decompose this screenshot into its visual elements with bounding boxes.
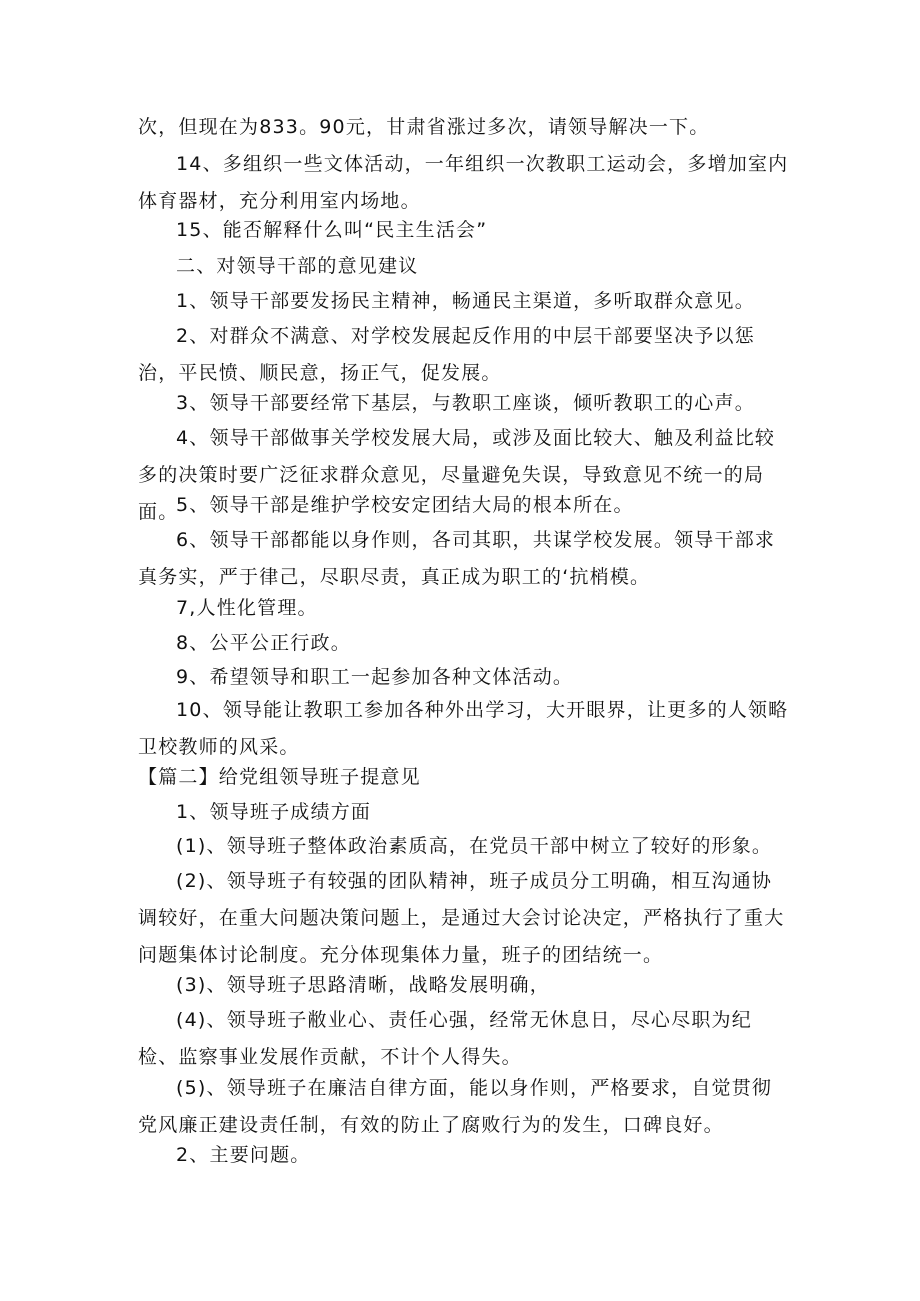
paragraph-item-9: 9、希望领导和职工一起参加各种文体活动。 — [176, 666, 574, 688]
subsection-heading-1: 1、领导班子成绩方面 — [176, 801, 372, 823]
paragraph-item-6: 6、领导干部都能以身作则，各司其职，共谋学校发展。领导干部求真务实，严于律己，尽职尽责，真正成为职工的‘抗梢模。 — [138, 529, 776, 588]
paragraph-sub-3: (3)、领导班子思路清晰，战略发展明确， — [176, 974, 550, 996]
paragraph-sub-5: (5)、领导班子在廉洁自律方面，能以身作则，严格要求，自觉贯彻党风廉正建设责任制，有效的防止了腐败行为的发生，口碑良好。 — [138, 1077, 773, 1136]
subsection-heading-2: 2、主要问题。 — [176, 1144, 311, 1166]
paragraph-continuation: 次，但现在为833。90元，甘肃省涨过多次，请领导解决一下。 — [138, 116, 710, 138]
paragraph-sub-2: (2)、领导班子有较强的团队精神，班子成员分工明确，相互沟通协调较好，在重大问题决策问题上，是通过大会讨论决定，严格执行了重大问题集体讨论制度。充分体现集体力量，班子的团结统一。 — [138, 870, 785, 966]
paragraph-item-8: 8、公平公正行政。 — [176, 632, 351, 654]
chapter-heading: 【篇二】给党组领导班子提意见 — [138, 766, 421, 788]
paragraph-item-15: 15、能否解释什么叫“民主生活会” — [176, 219, 488, 241]
paragraph-item-4: 4、领导干部做事关学校发展大局，或涉及面比较大、触及利益比较多的决策时要广泛征求群众意见，尽量避免失误，导致意见不统一的局面。 — [138, 427, 776, 523]
paragraph-item-1: 1、领导干部要发扬民主精神，畅通民主渠道，多听取群众意见。 — [176, 290, 755, 312]
paragraph-item-10: 10、领导能让教职工参加各种外出学习，大开眼界，让更多的人领略卫校教师的风采。 — [138, 699, 789, 758]
paragraph-item-7: 7,人性化管理。 — [176, 597, 318, 619]
section-heading-two: 二、对领导干部的意见建议 — [176, 255, 419, 277]
paragraph-item-3: 3、领导干部要经常下基层，与教职工座谈，倾听教职工的心声。 — [176, 392, 755, 414]
paragraph-sub-4: (4)、领导班子敝业心、责任心强，经常无休息日，尽心尽职为纪检、监察事业发展作贡献，不计个人得失。 — [138, 1009, 752, 1068]
paragraph-sub-1: (1)、领导班子整体政治素质高，在党员干部中树立了较好的形象。 — [176, 835, 773, 857]
paragraph-item-14: 14、多组织一些文体活动，一年组织一次教职工运动会，多增加室内体育器材，充分利用室内场地。 — [138, 153, 789, 212]
paragraph-item-2: 2、对群众不满意、对学校发展起反作用的中层干部要坚决予以惩治，平民愤、顺民意，扬正气，促发展。 — [138, 325, 755, 384]
paragraph-item-5: 5、领导干部是维护学校安定团结大局的根本所在。 — [176, 494, 634, 516]
